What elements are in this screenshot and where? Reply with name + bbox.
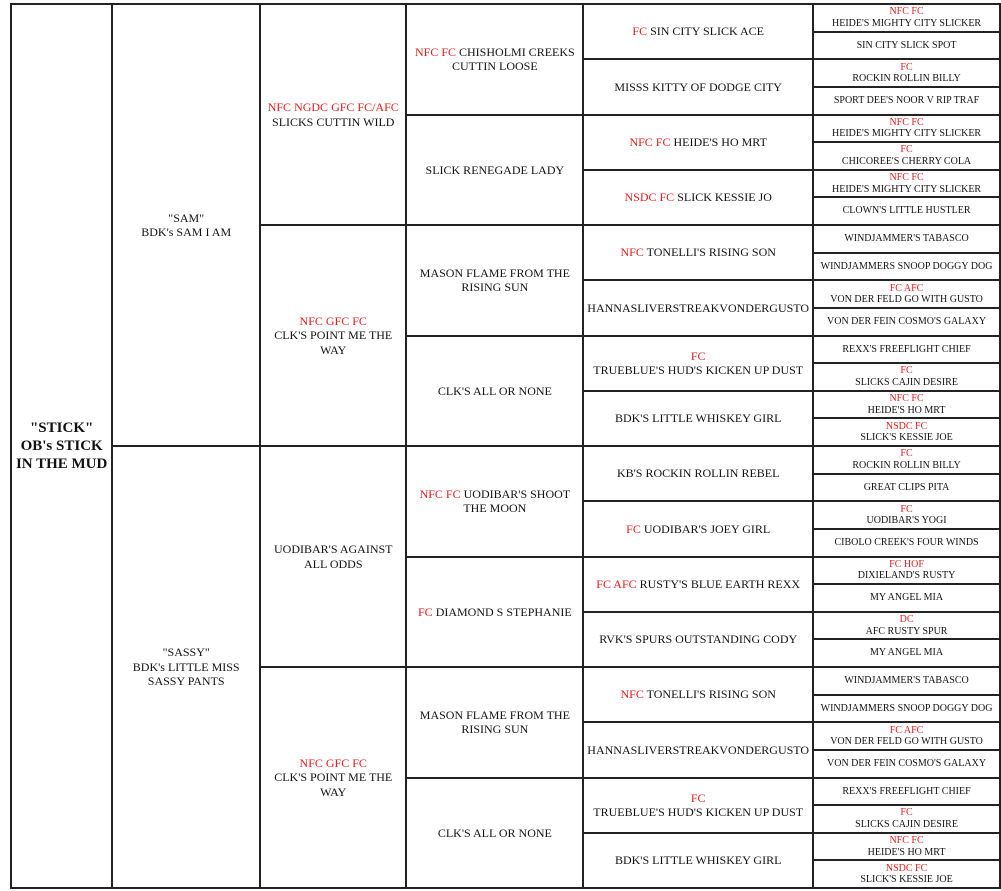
gen5-ancestor	[583, 170, 813, 225]
ancestor-name: HEIDE'S MIGHTY CITY SLICKER	[831, 183, 982, 195]
ancestor-name: CHICOREE'S CHERRY COLA	[841, 155, 972, 167]
ancestor-name: CLK'S POINT ME THE WAY	[274, 770, 393, 799]
title-prefix: FC	[418, 604, 433, 619]
dog-name: OB's STICK IN THE MUD	[15, 438, 108, 472]
title-prefix: FC	[632, 24, 648, 39]
title-prefix: FC AFC	[889, 282, 924, 294]
gen5-ancestor	[583, 280, 813, 335]
gen6-ancestor	[813, 722, 1000, 750]
title-prefix: NFC	[620, 687, 644, 702]
gen3-ancestor	[260, 225, 406, 446]
ancestor-name: SLICKS CUTTIN WILD	[272, 114, 395, 129]
ancestor-name: REXX'S FREEFLIGHT CHIEF	[842, 343, 971, 355]
title-prefix: FC	[690, 790, 706, 805]
gen6-ancestor	[813, 225, 1000, 253]
pedigree-table	[10, 3, 1001, 889]
gen6-ancestor	[813, 860, 1000, 888]
ancestor-name: TONELLI'S RISING SON	[646, 687, 776, 702]
pedigree-row	[11, 4, 1000, 32]
gen5-ancestor	[583, 833, 813, 888]
gen6-ancestor	[813, 59, 1000, 87]
ancestor-name: SLICKS CAJIN DESIRE	[855, 818, 958, 830]
ancestor-name: VON DER FEIN COSMO'S GALAXY	[827, 757, 987, 769]
title-prefix: NFC GFC FC	[299, 313, 367, 328]
gen6-ancestor	[813, 667, 1000, 695]
ancestor-name: UODIBAR'S YOGI	[866, 515, 947, 527]
sire-nickname: "SAM"	[168, 210, 205, 225]
title-prefix: FC	[900, 365, 913, 377]
title-prefix: NSDC FC	[624, 190, 675, 205]
title-prefix: NSDC FC	[885, 420, 928, 432]
ancestor-name: DIXIELAND'S RUSTY	[857, 570, 956, 582]
title-prefix: NFC FC	[419, 486, 461, 501]
ancestor-name: HEIDE'S MIGHTY CITY SLICKER	[831, 17, 982, 29]
title-prefix: FC AFC	[596, 576, 637, 591]
title-prefix: NSDC FC	[885, 862, 928, 874]
ancestor-name: MISSS KITTY OF DODGE CITY	[614, 79, 782, 94]
ancestor-name: SLICK RENEGADE LADY	[425, 162, 565, 177]
ancestor-name: TRUEBLUE'S HUD'S KICKEN UP DUST	[593, 805, 804, 820]
gen6-ancestor	[813, 446, 1000, 474]
ancestor-name: RVK'S SPURS OUTSTANDING CODY	[599, 632, 798, 647]
gen4-ancestor	[406, 225, 583, 336]
gen4-ancestor	[406, 115, 583, 226]
ancestor-name: UODIBAR'S SHOOT THE MOON	[463, 486, 571, 516]
ancestor-name: HANNASLIVERSTREAKVONDERGUSTO	[587, 300, 810, 315]
ancestor-name: SLICK KESSIE JO	[677, 190, 772, 205]
gen5-ancestor	[583, 59, 813, 114]
gen6-ancestor	[813, 612, 1000, 640]
gen5-ancestor	[583, 557, 813, 612]
sire-name: BDK's SAM I AM	[141, 225, 232, 239]
gen6-ancestor	[813, 4, 1000, 32]
title-prefix: FC	[900, 144, 913, 156]
dam-name: BDK's LITTLE MISS SASSY PANTS	[132, 659, 240, 689]
gen5-ancestor	[583, 778, 813, 833]
gen6-ancestor	[813, 805, 1000, 833]
ancestor-name: SPORT DEE'S NOOR V RIP TRAF	[833, 94, 980, 106]
ancestor-name: GREAT CLIPS PITA	[863, 481, 950, 493]
ancestor-name: CLK'S POINT ME THE WAY	[274, 328, 393, 357]
ancestor-name: SIN CITY SLICK SPOT	[856, 39, 957, 51]
ancestor-name: BDK'S LITTLE WHISKEY GIRL	[614, 411, 782, 426]
gen4-ancestor	[406, 446, 583, 557]
gen6-ancestor	[813, 308, 1000, 336]
pedigree-row	[11, 446, 1000, 474]
gen6-ancestor	[813, 474, 1000, 502]
gen4-ancestor	[406, 557, 583, 668]
gen4-ancestor	[406, 4, 583, 115]
gen5-ancestor	[583, 612, 813, 667]
gen5-ancestor	[583, 115, 813, 170]
ancestor-name: SLICK'S KESSIE JOE	[860, 874, 953, 886]
ancestor-name: AFC RUSTY SPUR	[865, 625, 948, 637]
ancestor-name: ROCKIN ROLLIN BILLY	[852, 459, 961, 471]
title-prefix: NFC FC	[889, 116, 924, 128]
gen6-ancestor	[813, 418, 1000, 446]
ancestor-name: MASON FLAME FROM THE RISING SUN	[419, 707, 570, 737]
ancestor-name: CHISHOLMI CREEKS CUTTIN LOOSE	[452, 44, 575, 74]
gen4-ancestor	[406, 778, 583, 889]
ancestor-name: DIAMOND S STEPHANIE	[435, 604, 572, 619]
gen6-ancestor	[813, 639, 1000, 667]
title-prefix: NFC FC	[414, 44, 457, 59]
gen3-ancestor	[260, 4, 406, 225]
gen5-ancestor	[583, 225, 813, 280]
gen5-ancestor	[583, 446, 813, 501]
title-prefix: DC	[899, 614, 914, 626]
gen6-ancestor	[813, 115, 1000, 143]
gen6-ancestor	[813, 170, 1000, 198]
dam-cell	[112, 446, 260, 888]
ancestor-name: HEIDE'S HO MRT	[867, 846, 946, 858]
gen6-ancestor	[813, 363, 1000, 391]
ancestor-name: BDK'S LITTLE WHISKEY GIRL	[614, 853, 782, 868]
ancestor-name: RUSTY'S BLUE EARTH REXX	[639, 576, 801, 591]
ancestor-name: REXX'S FREEFLIGHT CHIEF	[842, 785, 971, 797]
ancestor-name: VON DER FELD GO WITH GUSTO	[830, 294, 983, 306]
title-prefix: FC	[900, 448, 913, 460]
title-prefix: FC	[900, 503, 913, 515]
sire-cell	[112, 4, 260, 446]
title-prefix: FC HOF	[889, 558, 924, 570]
gen6-ancestor	[813, 557, 1000, 585]
ancestor-name: HANNASLIVERSTREAKVONDERGUSTO	[587, 742, 810, 757]
ancestor-name: TRUEBLUE'S HUD'S KICKEN UP DUST	[593, 363, 804, 378]
ancestor-name: UODIBAR'S AGAINST ALL ODDS	[273, 542, 393, 571]
gen6-ancestor	[813, 695, 1000, 723]
title-prefix: FC	[900, 807, 913, 819]
ancestor-name: HEIDE'S MIGHTY CITY SLICKER	[831, 128, 982, 140]
gen6-ancestor	[813, 32, 1000, 60]
title-prefix: NFC FC	[889, 393, 924, 405]
gen6-ancestor	[813, 778, 1000, 806]
ancestor-name: HEIDE'S HO MRT	[673, 134, 767, 149]
gen6-ancestor	[813, 833, 1000, 861]
gen6-ancestor	[813, 501, 1000, 529]
gen5-ancestor	[583, 391, 813, 446]
ancestor-name: WINDJAMMER'S TABASCO	[844, 233, 969, 245]
dog-nickname: "STICK"	[29, 420, 94, 436]
ancestor-name: WINDJAMMERS SNOOP DOGGY DOG	[820, 702, 993, 714]
ancestor-name: ROCKIN ROLLIN BILLY	[852, 73, 961, 85]
ancestor-name: HEIDE'S HO MRT	[867, 404, 946, 416]
title-prefix: FC AFC	[889, 724, 924, 736]
gen6-ancestor	[813, 336, 1000, 364]
gen6-ancestor	[813, 87, 1000, 115]
gen5-ancestor	[583, 4, 813, 59]
ancestor-name: UODIBAR'S JOEY GIRL	[643, 521, 771, 536]
title-prefix: FC	[626, 521, 641, 536]
ancestor-name: TONELLI'S RISING SON	[646, 245, 776, 260]
title-prefix: NFC GFC FC	[299, 755, 367, 770]
ancestor-name: CLK'S ALL OR NONE	[437, 825, 552, 840]
gen5-ancestor	[583, 336, 813, 391]
ancestor-name: CLOWN'S LITTLE HUSTLER	[842, 205, 971, 217]
ancestor-name: CIBOLO CREEK'S FOUR WINDS	[834, 536, 979, 548]
ancestor-name: WINDJAMMERS SNOOP DOGGY DOG	[820, 260, 993, 272]
ancestor-name: SIN CITY SLICK ACE	[650, 24, 764, 39]
title-prefix: FC	[690, 348, 706, 363]
ancestor-name: SLICKS CAJIN DESIRE	[855, 376, 958, 388]
gen6-ancestor	[813, 142, 1000, 170]
title-prefix: NFC FC	[629, 134, 671, 149]
gen6-ancestor	[813, 584, 1000, 612]
gen6-ancestor	[813, 529, 1000, 557]
dog-cell	[11, 4, 112, 888]
ancestor-name: MASON FLAME FROM THE RISING SUN	[419, 265, 570, 295]
gen6-ancestor	[813, 253, 1000, 281]
ancestor-name: CLK'S ALL OR NONE	[437, 383, 552, 398]
dam-nickname: "SASSY"	[162, 645, 210, 660]
gen6-ancestor	[813, 280, 1000, 308]
title-prefix: NFC FC	[889, 835, 924, 847]
title-prefix: FC	[900, 61, 913, 73]
ancestor-name: VON DER FEIN COSMO'S GALAXY	[827, 315, 987, 327]
ancestor-name: VON DER FELD GO WITH GUSTO	[830, 736, 983, 748]
gen3-ancestor	[260, 667, 406, 888]
gen5-ancestor	[583, 501, 813, 556]
gen3-ancestor	[260, 446, 406, 667]
ancestor-name: KB'S ROCKIN ROLLIN REBEL	[616, 466, 780, 481]
gen4-ancestor	[406, 336, 583, 447]
title-prefix: NFC FC	[889, 172, 924, 184]
gen6-ancestor	[813, 391, 1000, 419]
ancestor-name: SLICK'S KESSIE JOE	[860, 432, 953, 444]
gen5-ancestor	[583, 722, 813, 777]
ancestor-name: MY ANGEL MIA	[869, 647, 944, 659]
title-prefix: NFC NGDC GFC FC/AFC	[267, 100, 399, 115]
gen6-ancestor	[813, 750, 1000, 778]
gen4-ancestor	[406, 667, 583, 778]
gen5-ancestor	[583, 667, 813, 722]
title-prefix: NFC	[620, 245, 644, 260]
ancestor-name: MY ANGEL MIA	[869, 592, 944, 604]
title-prefix: NFC FC	[889, 6, 924, 18]
ancestor-name: WINDJAMMER'S TABASCO	[844, 675, 969, 687]
gen6-ancestor	[813, 197, 1000, 225]
